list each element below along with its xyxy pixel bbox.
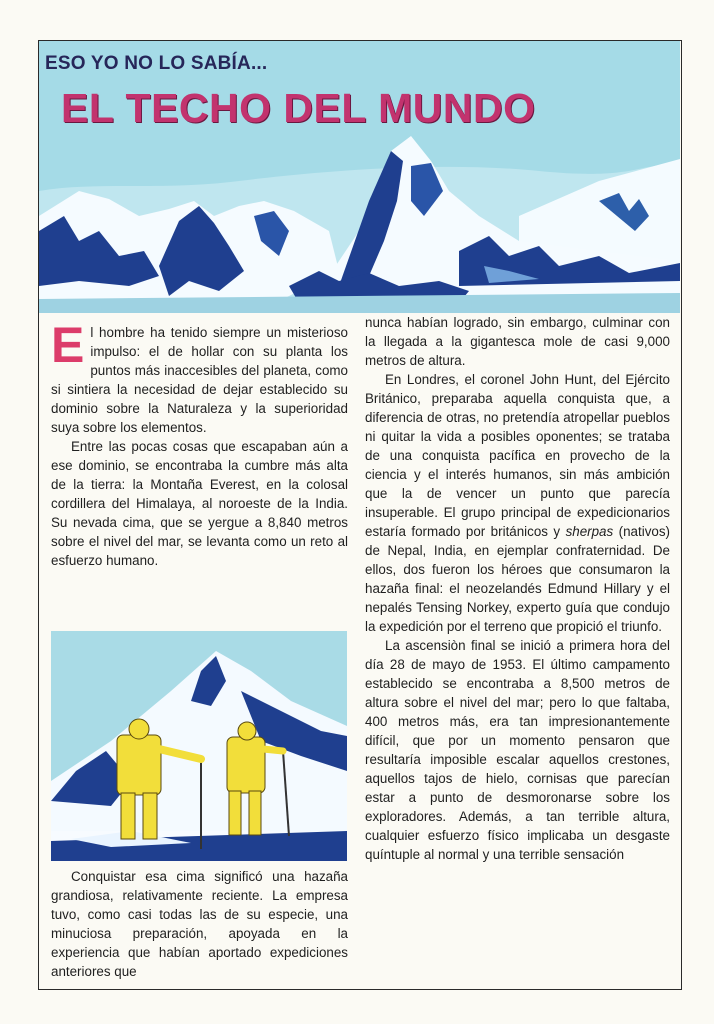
left-column-bottom [51, 867, 348, 981]
drop-cap: E [51, 317, 85, 373]
hunt-paragraph [365, 370, 670, 636]
hunt-text-end: (nativos) de Nepal, India, en ejemplar confraternidad. De ellos, dos fueron los héroes que consumaron la hazaña final: el neozelandés Edmund Hillary y el nepalés Tensing Norkey, experto guía que condujo la expedición por el terreno que propició el triunfo. [365, 524, 670, 634]
left-column-top [51, 317, 348, 570]
conquest-paragraph: Conquistar esa cima significó una hazaña grandiosa, relativamente reciente. La empresa tuvo, como casi todas las de su especie, una minuciosa preparación, apoyada en la experiencia que habían aportado expediciones anteriores que [51, 869, 348, 979]
series-heading: ESO YO NO LO SABÍA... [45, 53, 268, 74]
sherpas-term: sherpas [565, 524, 614, 539]
everest-paragraph: Entre las pocas cosas que escapaban aún a ese dominio, se encontraba la cumbre más alta de la tierra: la Montaña Everest, en la colosal cordillera del Himalaya, al noroeste de la India. Su nevada cima, que se yergue a 8,840 metros sobre el nivel del mar, se levanta como un reto al esfuerzo humano. [51, 439, 348, 568]
intro-text: l hombre ha tenido siempre un misterioso impulso: el de hollar con su planta los puntos más inaccesibles del planeta, como si sintiera la necesidad de dejar establecido su dominio sobre la Naturaleza y la superioridad suya sobre los elementos. [51, 325, 348, 435]
hunt-text: En Londres, el coronel John Hunt, del Ejército Británico, preparaba aquella conquista que, a diferencia de otras, no pretendía atropellar pueblos ni quitar la vida a posibles oponentes; se trataba de una conquista pacífica en provecho de la ciencia y el interés humanos, sin más ambición que la de vencer un punto que parecía insuperable. El grupo principal de expedicionarios estaría formado por británicos y [365, 372, 670, 539]
mountain-range-illustration [39, 41, 680, 313]
ascent-paragraph: La ascensiòn final se inició a primera hora del día 28 de mayo de 1953. El último campamento establecido se encontraba a 8,500 metros de altura sobre el nivel del mar; pero lo que faltaba, 400 metros más, era tan impresionantemente difícil, que por un momento pensaron que resultaría imposible escalar aquellos crestones, aquellos tajos de hielo, cornisas que parecían estar a punto de desmoronarse sobre los exploradores. Además, a tan terrible altura, cualquier esfuerzo físico implicaba un desgaste quíntuple al normal y una terrible sensación [365, 638, 670, 862]
intro-paragraph [51, 317, 348, 437]
climbers-illustration [51, 631, 347, 861]
mountain-banner [39, 41, 680, 313]
magazine-page [38, 40, 682, 990]
continuation-paragraph: nunca habían logrado, sin embargo, culminar con la llegada a la gigantesca mole de casi 9,000 metros de altura. [365, 315, 670, 368]
climbers-image [51, 631, 347, 861]
page-title: EL TECHO DEL MUNDO [61, 85, 536, 131]
right-column [365, 313, 670, 864]
